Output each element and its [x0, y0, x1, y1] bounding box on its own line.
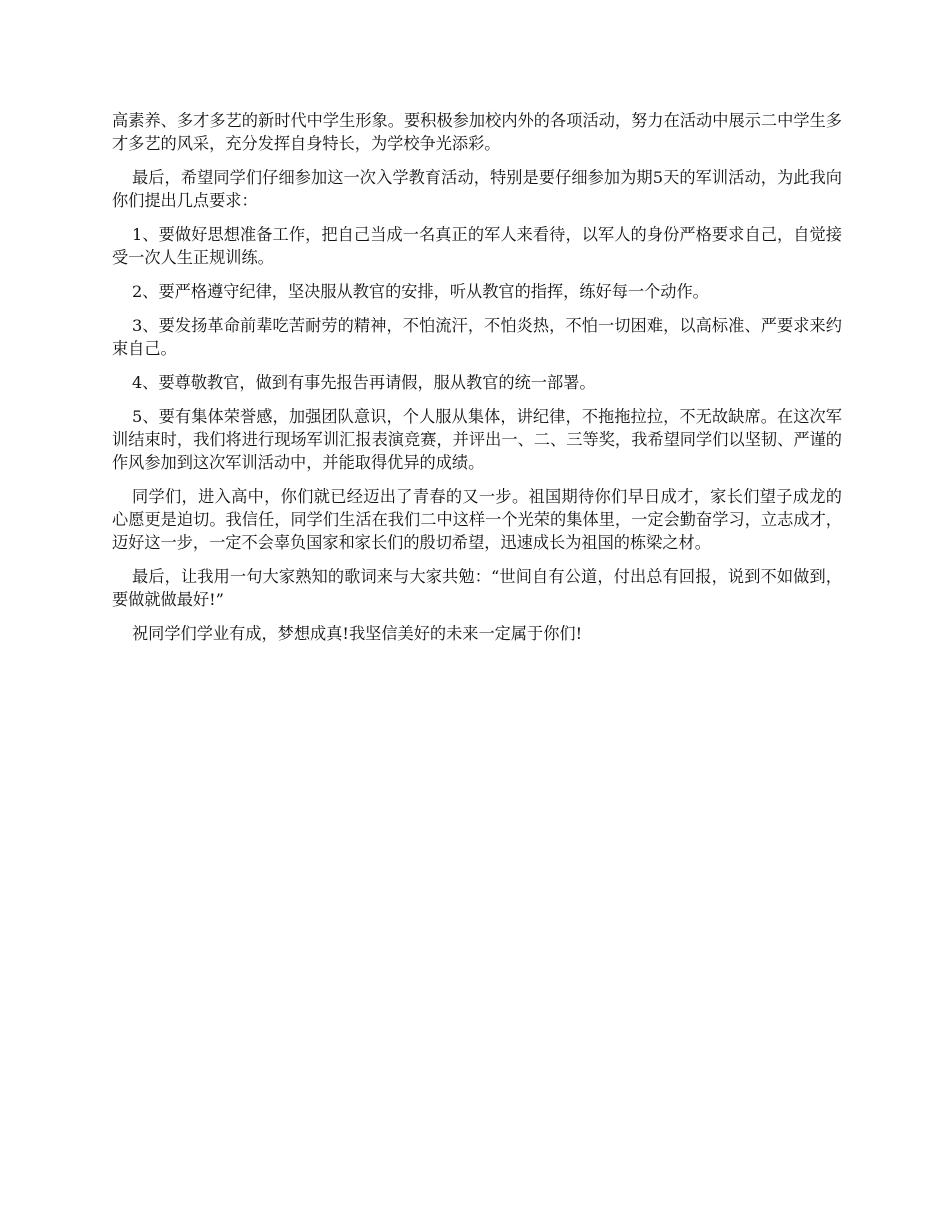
paragraph-motto: 最后，让我用一句大家熟知的歌词来与大家共勉：“世间自有公道，付出总有回报，说到不如做到，要做就做最好!”	[112, 567, 842, 609]
paragraph-requirement-1: 1、要做好思想准备工作，把自己当成一名真正的军人来看待，以军人的身份严格要求自己，自觉接受一次人生正规训练。	[112, 225, 842, 267]
paragraph-closing-wish: 祝同学们学业有成，梦想成真!我坚信美好的未来一定属于你们!	[132, 624, 583, 643]
paragraph-encouragement: 同学们，进入高中，你们就已经迈出了青春的又一步。祖国期待你们早日成才，家长们望子成龙的心愿更是迫切。我信任，同学们生活在我们二中这样一个光荣的集体里，一定会勤奋学习，立志成才，迈好这一步，一定不会辜负国家和家长们的殷切希望，迅速成长为祖国的栋梁之材。	[112, 487, 842, 552]
paragraph-requirement-5: 5、要有集体荣誉感，加强团队意识，个人服从集体，讲纪律，不拖拖拉拉，不无故缺席。在这次军训结束时，我们将进行现场军训汇报表演竞赛，并评出一、二、三等奖，我希望同学们以坚韧、严谨的作风参加到这次军训活动中，并能取得优异的成绩。	[112, 407, 842, 472]
paragraph-continuation: 高素养、多才多艺的新时代中学生形象。要积极参加校内外的各项活动，努力在活动中展示二中学生多才多艺的风采，充分发挥自身特长，为学校争光添彩。	[112, 111, 842, 153]
paragraph-requirement-4: 4、要尊敬教官，做到有事先报告再请假，服从教官的统一部署。	[132, 373, 596, 392]
paragraph-requirement-3: 3、要发扬革命前辈吃苦耐劳的精神，不怕流汗，不怕炎热，不怕一切困难，以高标准、严要求来约束自己。	[112, 316, 842, 358]
paragraph-requirement-2: 2、要严格遵守纪律，坚决服从教官的安排，听从教官的指挥，练好每一个动作。	[132, 282, 709, 301]
paragraph-military-training-intro: 最后，希望同学们仔细参加这一次入学教育活动，特别是要仔细参加为期5天的军训活动，为此我向你们提出几点要求：	[112, 168, 842, 210]
document-body	[112, 109, 842, 656]
